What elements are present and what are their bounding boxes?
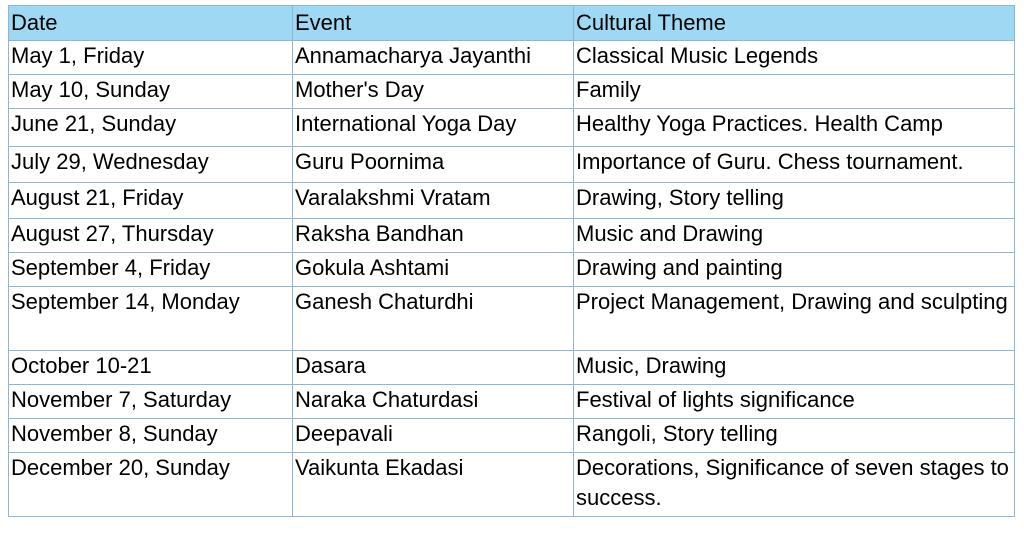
theme-cell: Importance of Guru. Chess tournament. <box>574 147 1015 183</box>
header-date: Date <box>9 6 293 41</box>
theme-cell: Music, Drawing <box>574 351 1015 385</box>
table-row <box>9 419 1015 453</box>
date-cell: October 10-21 <box>9 351 293 385</box>
table-row <box>9 147 1015 183</box>
table-row <box>9 75 1015 109</box>
date-cell: June 21, Sunday <box>9 109 293 147</box>
theme-cell: Healthy Yoga Practices. Health Camp <box>574 109 1015 147</box>
theme-cell: Project Management, Drawing and sculpting <box>574 287 1015 351</box>
table-row <box>9 41 1015 75</box>
header-event: Event <box>293 6 574 41</box>
theme-cell: Drawing and painting <box>574 253 1015 287</box>
date-cell: August 27, Thursday <box>9 219 293 253</box>
theme-cell: Family <box>574 75 1015 109</box>
table-row <box>9 453 1015 517</box>
event-cell: Annamacharya Jayanthi <box>293 41 574 75</box>
theme-cell: Festival of lights significance <box>574 385 1015 419</box>
event-cell: Vaikunta Ekadasi <box>293 453 574 517</box>
header-cultural-theme: Cultural Theme <box>574 6 1015 41</box>
event-cell: Raksha Bandhan <box>293 219 574 253</box>
event-cell: Deepavali <box>293 419 574 453</box>
date-cell: July 29, Wednesday <box>9 147 293 183</box>
event-cell: Naraka Chaturdasi <box>293 385 574 419</box>
table-header-row <box>9 6 1015 41</box>
table-row <box>9 183 1015 219</box>
date-cell: November 7, Saturday <box>9 385 293 419</box>
date-cell: September 14, Monday <box>9 287 293 351</box>
event-cell: Gokula Ashtami <box>293 253 574 287</box>
date-cell: August 21, Friday <box>9 183 293 219</box>
theme-cell: Drawing, Story telling <box>574 183 1015 219</box>
date-cell: May 1, Friday <box>9 41 293 75</box>
theme-cell: Music and Drawing <box>574 219 1015 253</box>
date-cell: September 4, Friday <box>9 253 293 287</box>
theme-cell: Decorations, Significance of seven stages to success. <box>574 453 1015 517</box>
event-cell: Ganesh Chaturdhi <box>293 287 574 351</box>
theme-cell: Classical Music Legends <box>574 41 1015 75</box>
events-table <box>8 5 1015 517</box>
event-cell: Dasara <box>293 351 574 385</box>
event-cell: Guru Poornima <box>293 147 574 183</box>
event-cell: Mother's Day <box>293 75 574 109</box>
table-row <box>9 109 1015 147</box>
theme-cell: Rangoli, Story telling <box>574 419 1015 453</box>
table-row <box>9 385 1015 419</box>
event-cell: Varalakshmi Vratam <box>293 183 574 219</box>
date-cell: November 8, Sunday <box>9 419 293 453</box>
table-row <box>9 287 1015 351</box>
date-cell: May 10, Sunday <box>9 75 293 109</box>
table-row <box>9 219 1015 253</box>
date-cell: December 20, Sunday <box>9 453 293 517</box>
event-cell: International Yoga Day <box>293 109 574 147</box>
table-row <box>9 253 1015 287</box>
table-row <box>9 351 1015 385</box>
